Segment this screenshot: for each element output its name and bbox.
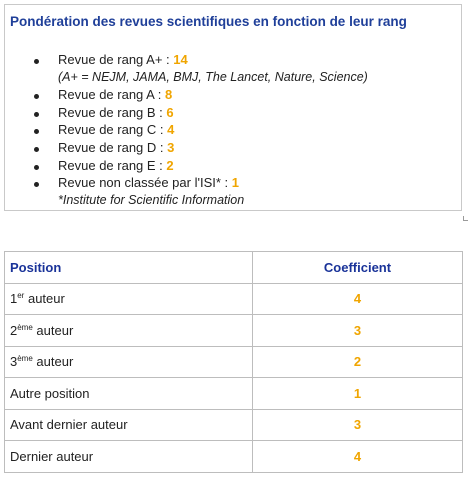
list-item: [5, 158, 461, 176]
table-row: [5, 441, 463, 473]
position-cell: Avant dernier auteur: [5, 409, 253, 441]
item-value: 3: [167, 139, 175, 155]
bullet-icon: [34, 112, 39, 117]
list-item: [5, 175, 461, 193]
coefficient-cell: 4: [253, 283, 463, 315]
table-row: [5, 346, 463, 378]
bullet-icon: [34, 129, 39, 134]
box-title: Pondération des revues scientifiques en fonction de leur rang: [10, 14, 407, 29]
item-value: 1: [231, 175, 239, 191]
coefficient-cell: 1: [253, 378, 463, 410]
item-value: 8: [164, 87, 173, 103]
list-item: [5, 87, 461, 105]
item-label: Revue de rang B :: [58, 104, 167, 120]
item-value: 4: [167, 122, 175, 138]
bullet-icon: [34, 59, 39, 64]
note-row: [5, 193, 461, 211]
table-row: [5, 378, 463, 410]
position-cell: Autre position: [5, 378, 253, 410]
header-coefficient: Coefficient: [253, 252, 463, 284]
coefficient-cell: 3: [253, 409, 463, 441]
position-cell: 2ème auteur: [5, 315, 253, 347]
item-value: 6: [166, 104, 174, 120]
position-cell: 1er auteur: [5, 283, 253, 315]
table-row: [5, 315, 463, 347]
position-cell: 3ème auteur: [5, 346, 253, 378]
bullet-icon: [34, 94, 39, 99]
item-label: Revue de rang C :: [58, 122, 168, 138]
list-item: [5, 105, 461, 123]
table-row: [5, 283, 463, 315]
coefficient-cell: 3: [253, 315, 463, 347]
item-label: Revue de rang E :: [58, 157, 167, 173]
item-label: Revue non classée par l'ISI* :: [58, 175, 232, 191]
item-label: Revue de rang D :: [58, 139, 168, 155]
coefficient-cell: 2: [253, 346, 463, 378]
paragraph-corner-mark: [463, 216, 468, 221]
ranking-box: [4, 4, 462, 211]
table-header-row: [5, 252, 463, 284]
item-value: 2: [166, 157, 174, 173]
item-value: 14: [173, 52, 188, 67]
coefficient-cell: 4: [253, 441, 463, 473]
bullet-icon: [34, 147, 39, 152]
rank-list: [5, 52, 461, 210]
item-label: Revue de rang A+ :: [58, 52, 174, 67]
coefficient-table: [4, 251, 463, 473]
bullet-icon: [34, 182, 39, 187]
list-item: [5, 122, 461, 140]
header-position: Position: [5, 252, 253, 284]
note-row: [5, 70, 461, 88]
list-item: [5, 140, 461, 158]
item-label: Revue de rang A :: [58, 87, 165, 103]
table-row: [5, 409, 463, 441]
position-cell: Dernier auteur: [5, 441, 253, 473]
bullet-icon: [34, 165, 39, 170]
list-item: [5, 52, 461, 70]
note-isi: *Institute for Scientific Information: [58, 192, 245, 207]
note-a-plus: (A+ = NEJM, JAMA, BMJ, The Lancet, Nature, Science): [58, 69, 368, 84]
